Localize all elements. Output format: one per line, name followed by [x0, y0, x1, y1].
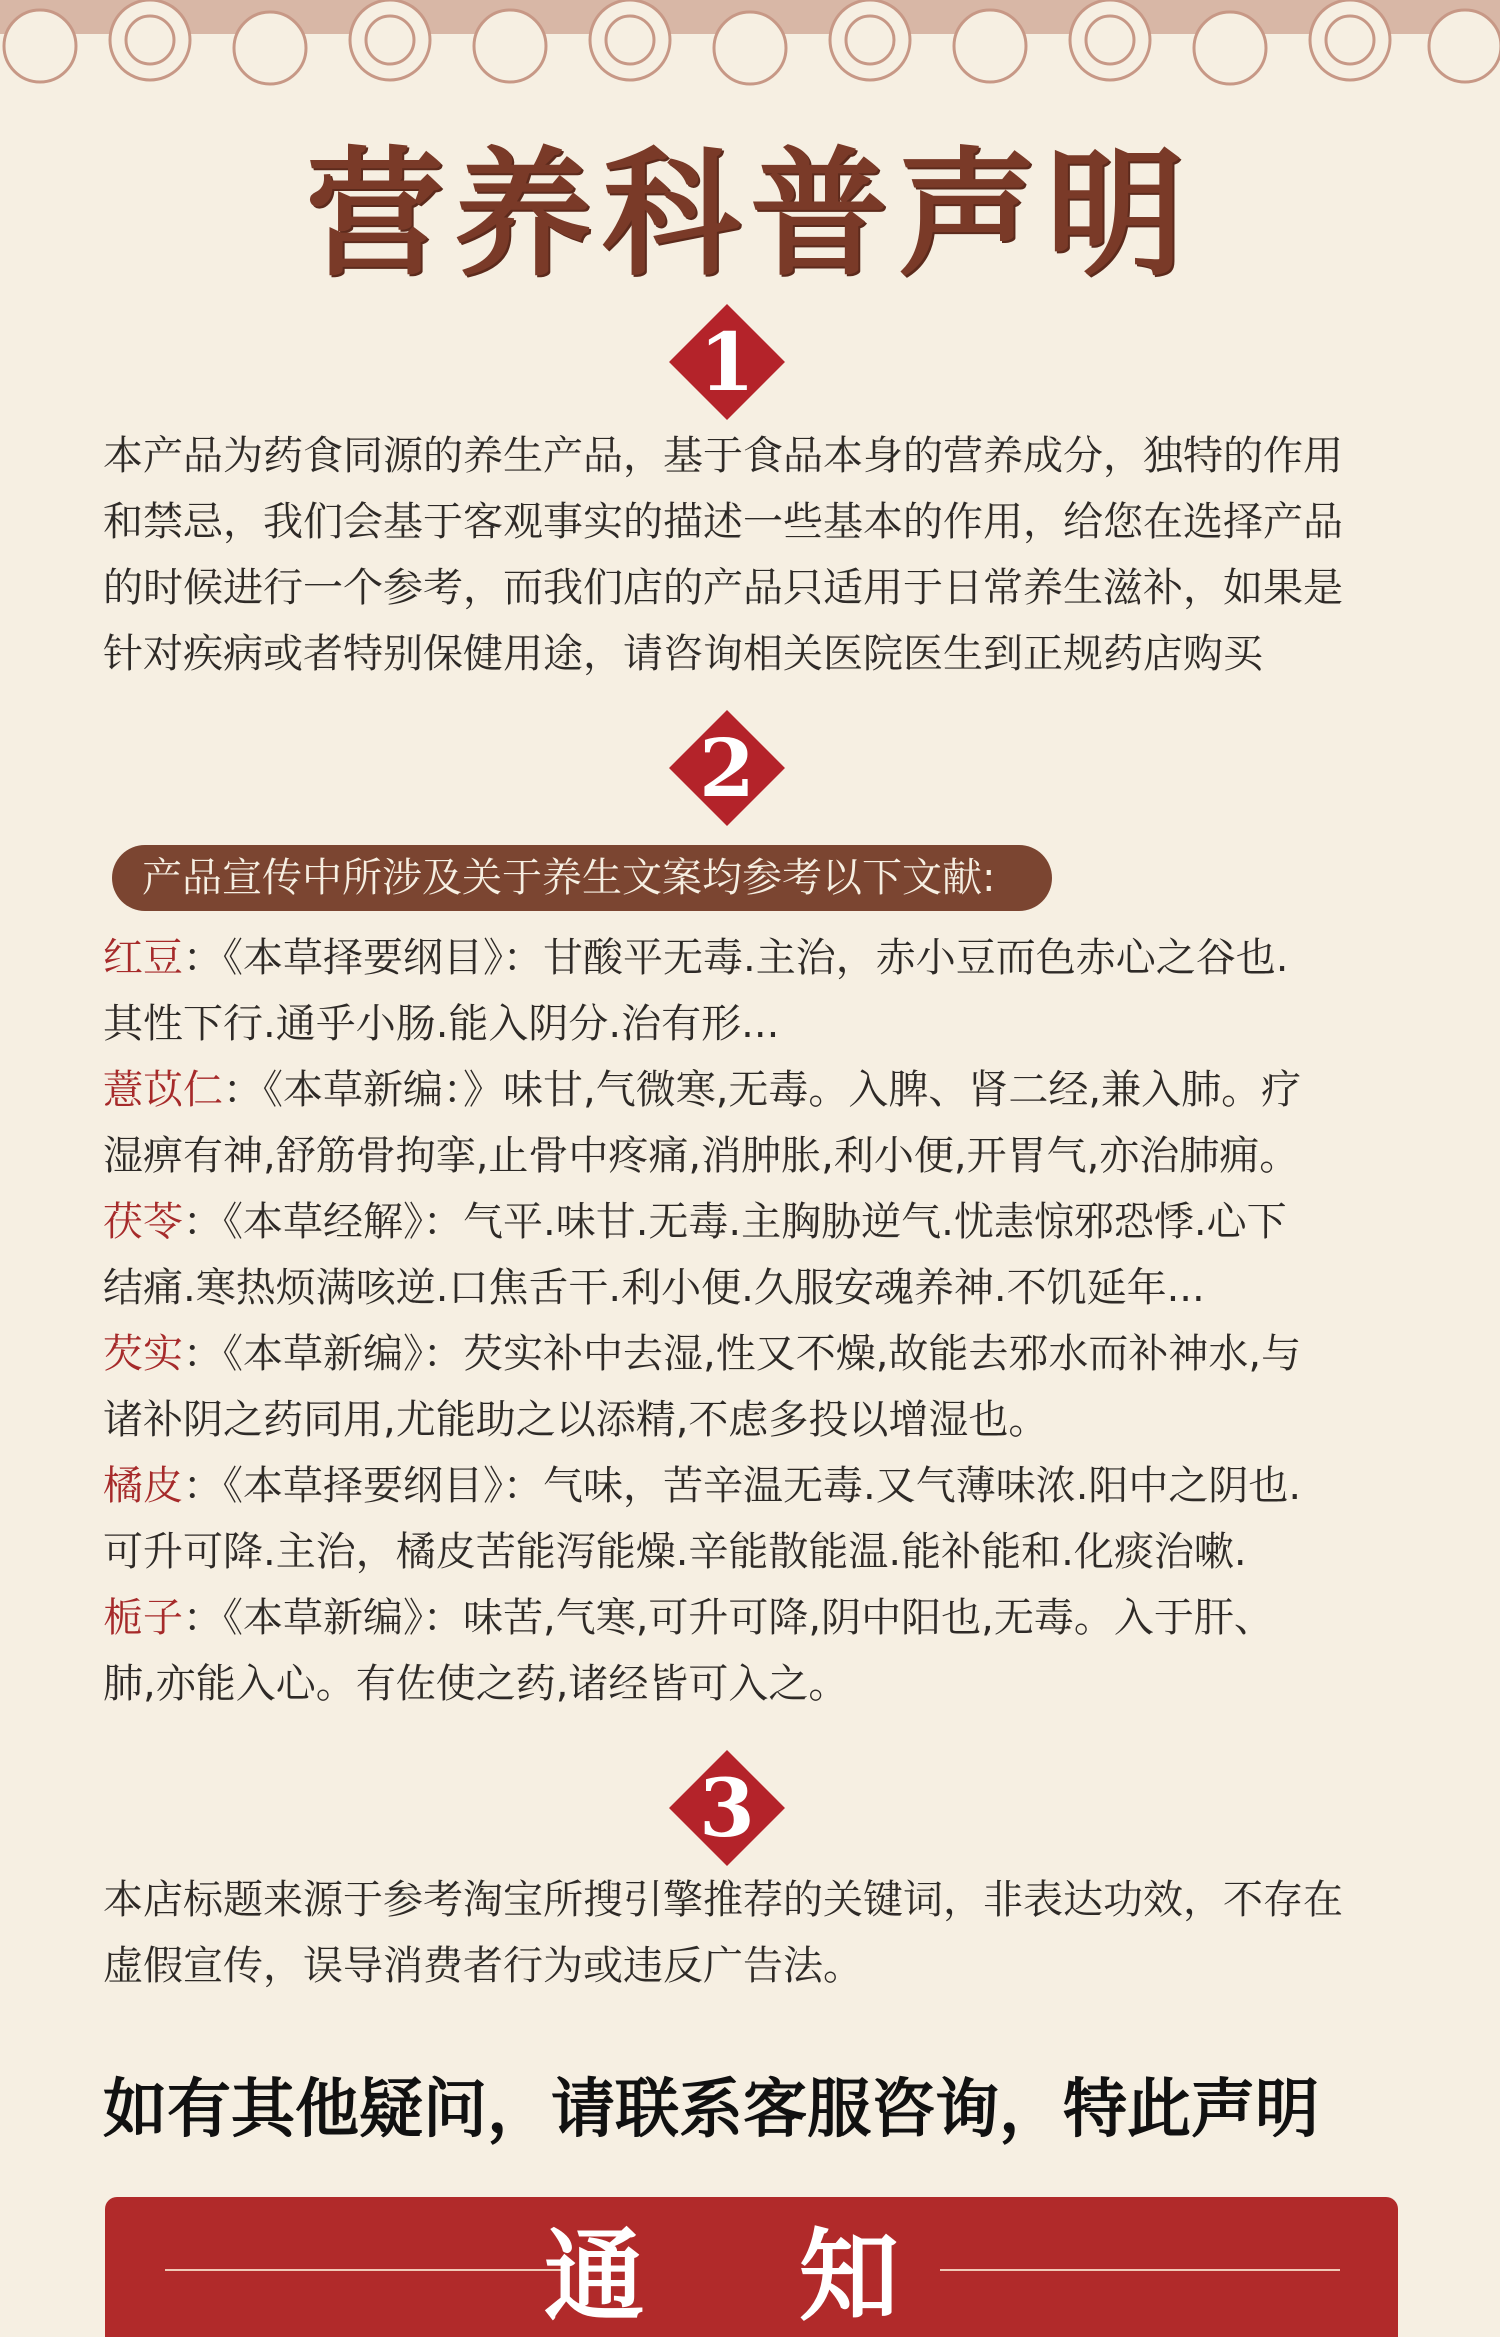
- reference-line: 湿痹有神,舒筋骨拘挛,止骨中疼痛,消肿胀,利小便,开胃气,亦治肺痈。: [103, 1133, 1300, 1179]
- reference-text: ：《本草经解》：气平.味甘.无毒.主胸胁逆气.忧恚惊邪恐悸.心下: [183, 1199, 1287, 1245]
- notice-title: 通 知: [544, 2218, 959, 2335]
- herb-name: 茯苓: [103, 1199, 183, 1245]
- reference-text: ：《本草择要纲目》：气味，苦辛温无毒.又气薄味浓.阳中之阴也.: [183, 1463, 1302, 1509]
- herb-name: 橘皮: [103, 1463, 183, 1509]
- text-line: 本产品为药食同源的养生产品，基于食品本身的营养成分，独特的作用: [103, 433, 1343, 479]
- section-number-badge: [667, 302, 787, 422]
- notice-banner: [105, 2197, 1398, 2337]
- reference-text: ：《本草择要纲目》：甘酸平无毒.主治，赤小豆而色赤心之谷也.: [183, 935, 1289, 981]
- herb-name: 薏苡仁: [103, 1067, 223, 1113]
- section-number: 1: [699, 315, 755, 409]
- reference-line: [103, 1453, 1413, 1519]
- section-number: 3: [699, 1761, 755, 1855]
- reference-text: ：《本草新编：》味甘,气微寒,无毒。入脾、肾二经,兼入肺。疗: [223, 1067, 1302, 1113]
- reference-line: [103, 925, 1413, 991]
- text-line: 的时候进行一个参考，而我们店的产品只适用于日常养生滋补，如果是: [103, 565, 1343, 611]
- text-line: 虚假宣传，误导消费者行为或违反广告法。: [103, 1943, 863, 1989]
- text-line: 针对疾病或者特别保健用途，请咨询相关医院医生到正规药店购买: [103, 631, 1263, 677]
- text-line: 和禁忌，我们会基于客观事实的描述一些基本的作用，给您在选择产品: [103, 499, 1343, 545]
- reference-text: ：《本草新编》：味苦,气寒,可升可降,阴中阳也,无毒。入于肝、: [183, 1595, 1274, 1641]
- herb-name: 芡实: [103, 1331, 183, 1377]
- section-number-badge: [667, 1748, 787, 1868]
- references-list: [103, 925, 1413, 1717]
- reference-line: 结痛.寒热烦满咳逆.口焦舌干.利小便.久服安魂养神.不饥延年...: [103, 1265, 1205, 1311]
- reference-text: ：《本草新编》：芡实补中去湿,性又不燥,故能去邪水而补神水,与: [183, 1331, 1302, 1377]
- section1-text: [103, 423, 1403, 687]
- reference-line: [103, 1189, 1413, 1255]
- reference-line: 可升可降.主治，橘皮苦能泻能燥.辛能散能温.能补能和.化痰治嗽.: [103, 1529, 1247, 1575]
- page-title: 营养科普声明: [305, 134, 1194, 295]
- cloud-border: [0, 0, 1500, 100]
- reference-line: [103, 1321, 1413, 1387]
- reference-line: [103, 1057, 1413, 1123]
- section-number-badge: [667, 708, 787, 828]
- reference-line: 其性下行.通乎小肠.能入阴分.治有形...: [103, 1001, 780, 1047]
- references-heading: 产品宣传中所涉及关于养生文案均参考以下文献:: [112, 845, 1052, 911]
- reference-line: [103, 1585, 1413, 1651]
- section3-text: [103, 1867, 1403, 1999]
- reference-line: 诸补阴之药同用,尤能助之以添精,不虑多投以增湿也。: [103, 1397, 1049, 1443]
- text-line: 本店标题来源于参考淘宝所搜引擎推荐的关键词，非表达功效，不存在: [103, 1877, 1343, 1923]
- herb-name: 红豆: [103, 935, 183, 981]
- closing-statement: 如有其他疑问，请联系客服咨询，特此声明: [103, 2073, 1319, 2147]
- section-number: 2: [699, 721, 755, 815]
- reference-line: 肺,亦能入心。有佐使之药,诸经皆可入之。: [103, 1661, 849, 1707]
- herb-name: 栀子: [103, 1595, 183, 1641]
